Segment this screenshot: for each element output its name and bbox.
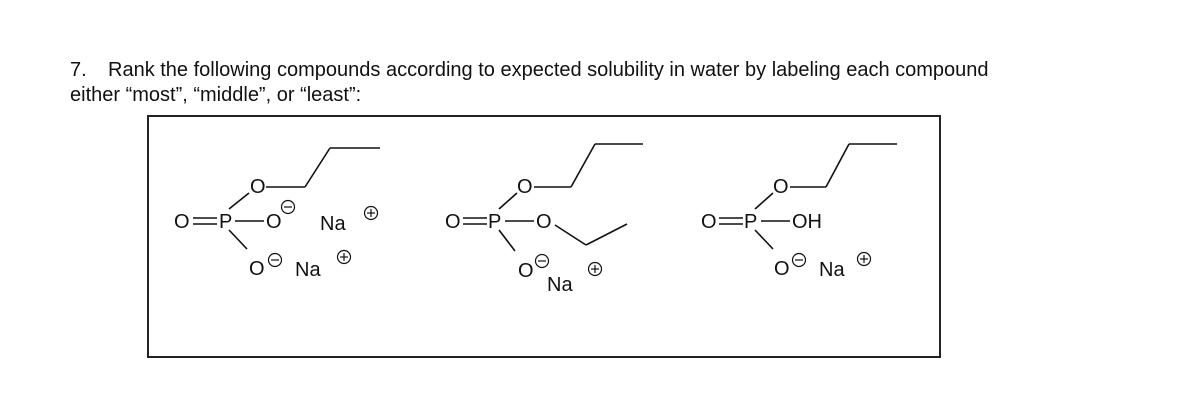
- question-line-2: either “most”, “middle”, or “least”:: [70, 84, 362, 106]
- atom-oxygen: O: [174, 211, 190, 233]
- bond: [586, 224, 627, 245]
- atom-sodium: Na: [320, 213, 346, 235]
- bond: [305, 148, 330, 187]
- atom-oxygen: O: [773, 176, 789, 198]
- atom-oxygen: O: [517, 176, 533, 198]
- atom-oxygen: O: [250, 176, 266, 198]
- compound-2: [445, 144, 643, 296]
- negative-charge-icon: [269, 254, 282, 267]
- atom-oxygen: O: [536, 211, 552, 233]
- structures-figure: [147, 115, 941, 358]
- structures-drawing: [149, 117, 943, 360]
- atom-phosphorus: P: [744, 211, 758, 233]
- question-number: 7.: [70, 59, 87, 81]
- bond: [571, 144, 595, 187]
- atom-oxygen: O: [518, 260, 534, 282]
- bond: [755, 193, 773, 209]
- positive-charge-icon: [858, 253, 871, 266]
- atom-oxygen: O: [774, 258, 790, 280]
- bond: [229, 193, 249, 209]
- positive-charge-icon: [589, 263, 602, 276]
- negative-charge-icon: [536, 255, 549, 268]
- atom-oxygen: O: [266, 211, 282, 233]
- negative-charge-icon: [793, 254, 806, 267]
- positive-charge-icon: [338, 251, 351, 264]
- atom-sodium: Na: [819, 259, 845, 281]
- atom-phosphorus: P: [488, 211, 502, 233]
- question-line-1: Rank the following compounds according to expected solubility in water by labeling each compound: [108, 59, 989, 81]
- compound-3: [701, 144, 897, 281]
- atom-sodium: Na: [295, 259, 321, 281]
- atom-oxygen: O: [445, 211, 461, 233]
- bond: [826, 144, 849, 187]
- atom-oxygen: O: [249, 258, 265, 280]
- atom-oxygen: O: [701, 211, 717, 233]
- positive-charge-icon: [365, 207, 378, 220]
- bond: [229, 230, 247, 249]
- question-text: [70, 58, 1150, 108]
- bond: [555, 225, 586, 245]
- negative-charge-icon: [282, 201, 295, 214]
- atom-sodium: Na: [547, 274, 573, 296]
- bond: [755, 230, 773, 249]
- bond: [499, 230, 515, 251]
- atom-hydroxyl: OH: [792, 211, 822, 233]
- bond: [499, 193, 517, 209]
- compound-1: [174, 148, 380, 281]
- atom-phosphorus: P: [219, 211, 233, 233]
